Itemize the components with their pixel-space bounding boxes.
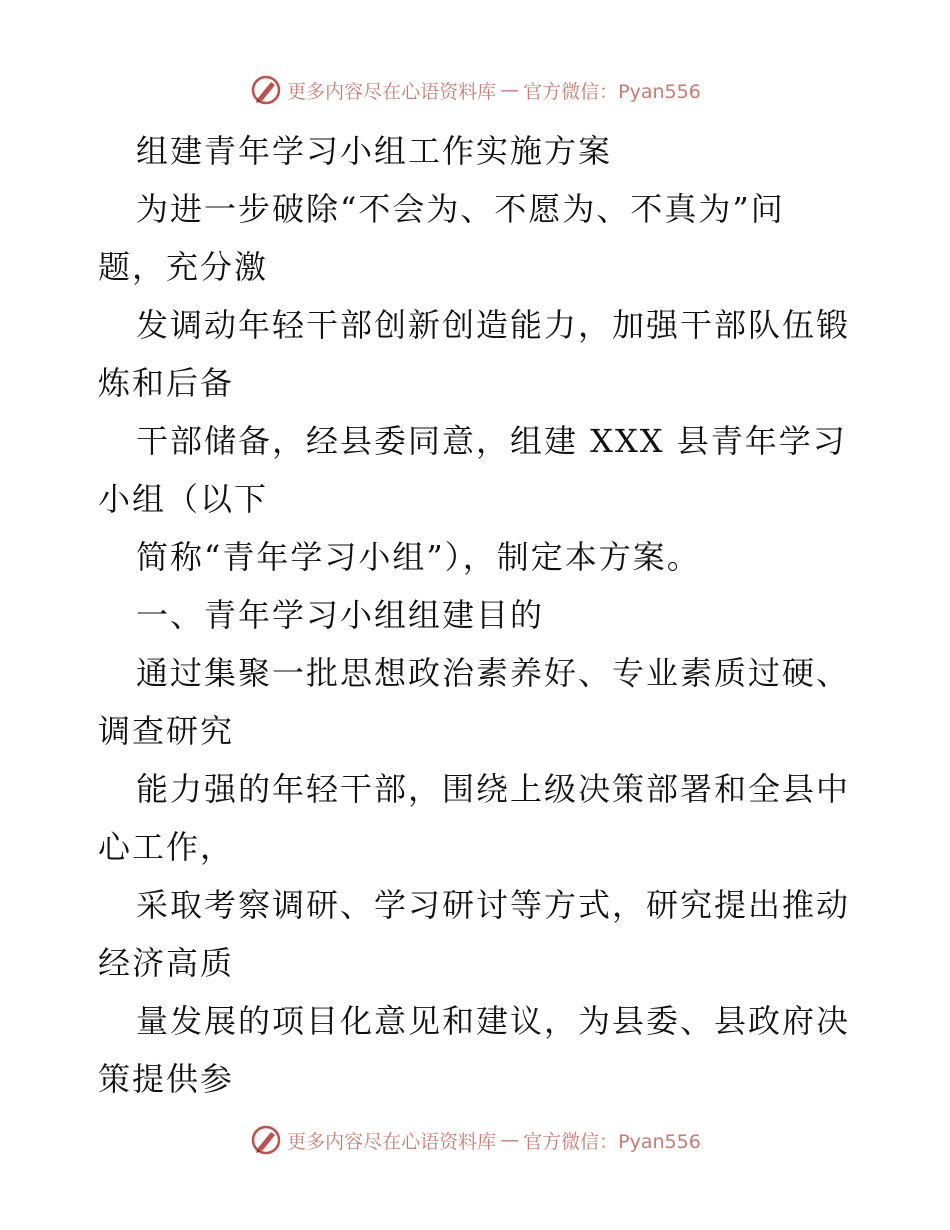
watermark-contact: 官方微信：Pyan556 bbox=[523, 80, 701, 103]
pen-logo-icon bbox=[249, 1123, 283, 1157]
document-line: 策提供参 bbox=[98, 1060, 235, 1098]
document-line: 炼和后备 bbox=[98, 364, 235, 402]
document-line: 心工作， bbox=[98, 828, 235, 866]
document-line: 经济高质 bbox=[98, 944, 235, 982]
document-line: 调查研究 bbox=[98, 712, 235, 750]
header-watermark bbox=[0, 70, 950, 110]
document-line: 题，充分激 bbox=[98, 248, 269, 286]
watermark-contact: 官方微信：Pyan556 bbox=[523, 1130, 701, 1153]
document-line: 量发展的项目化意见和建议，为县委、县政府决 bbox=[136, 1002, 851, 1040]
watermark-text: 更多内容尽在心语资料库 bbox=[287, 80, 497, 103]
document-body bbox=[98, 122, 898, 1108]
document-line: 组建青年学习小组工作实施方案 bbox=[136, 132, 613, 170]
watermark-text: 更多内容尽在心语资料库 bbox=[287, 1130, 497, 1153]
watermark-separator: — bbox=[500, 1129, 520, 1151]
footer-watermark bbox=[0, 1120, 950, 1160]
document-line: 为进一步破除“不会为、不愿为、不真为”问 bbox=[136, 190, 785, 228]
document-line: 干部储备，经县委同意，组建 XXX 县青年学习 bbox=[136, 422, 847, 460]
document-line: 能力强的年轻干部，围绕上级决策部署和全县中 bbox=[136, 770, 851, 808]
document-line: 发调动年轻干部创新创造能力，加强干部队伍锻 bbox=[136, 306, 851, 344]
watermark-separator: — bbox=[500, 79, 520, 101]
document-line: 小组（以下 bbox=[98, 480, 269, 518]
document-line: 简称“青年学习小组”），制定本方案。 bbox=[136, 538, 701, 576]
pen-logo-icon bbox=[249, 73, 283, 107]
document-line: 采取考察调研、学习研讨等方式，研究提出推动 bbox=[136, 886, 851, 924]
document-line: 一、青年学习小组组建目的 bbox=[136, 596, 545, 634]
document-line: 通过集聚一批思想政治素养好、专业素质过硬、 bbox=[136, 654, 851, 692]
